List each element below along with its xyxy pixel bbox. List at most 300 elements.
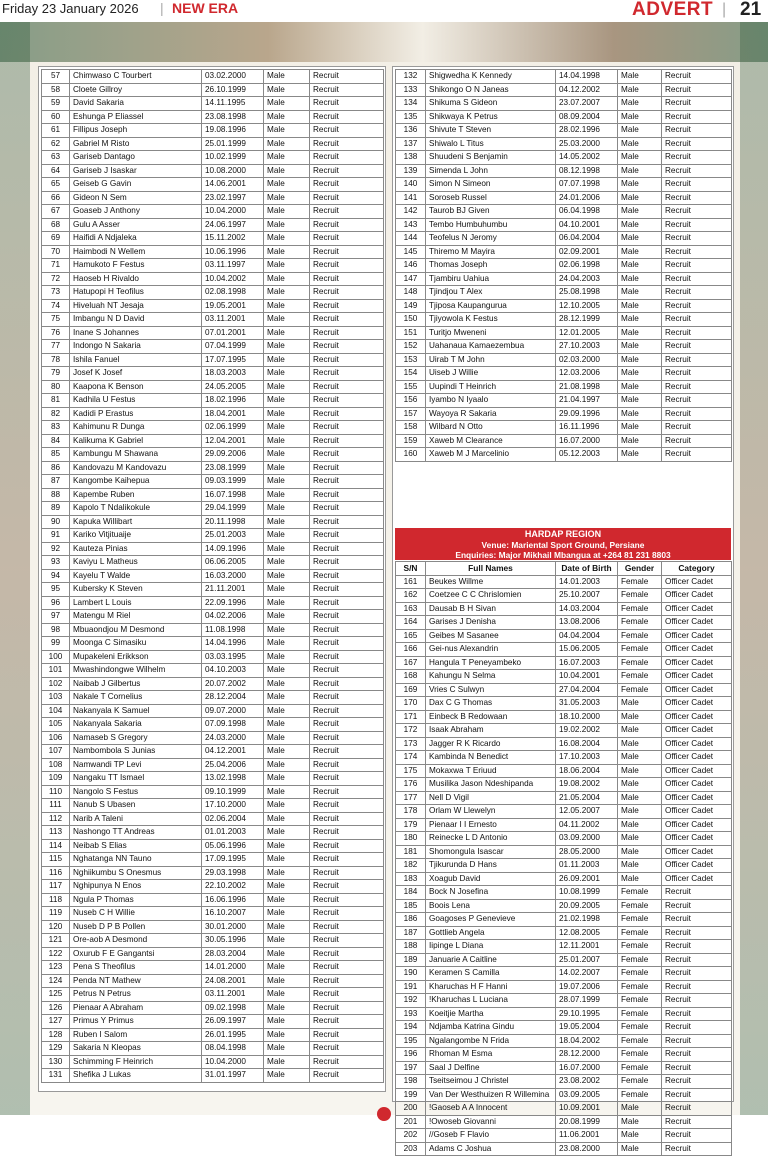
row-date-of-birth: 20.11.1998 (202, 515, 264, 529)
row-sn: 170 (396, 697, 426, 711)
row-category: Recruit (310, 1015, 384, 1029)
row-sn: 116 (42, 866, 70, 880)
table-row (42, 259, 384, 273)
row-sn: 191 (396, 980, 426, 994)
row-sn: 86 (42, 461, 70, 475)
row-full-name: Xaweb M Clearance (426, 434, 556, 448)
row-full-name: Ore-aob A Desmond (70, 934, 202, 948)
table-row (42, 124, 384, 138)
row-gender: Male (264, 124, 310, 138)
row-date-of-birth: 08.12.1998 (556, 164, 618, 178)
row-category: Recruit (662, 1075, 732, 1089)
row-sn: 98 (42, 623, 70, 637)
row-date-of-birth: 16.03.2000 (202, 569, 264, 583)
row-gender: Male (618, 353, 662, 367)
row-date-of-birth: 28.05.2000 (556, 845, 618, 859)
row-category: Recruit (310, 205, 384, 219)
row-category: Recruit (662, 1115, 732, 1129)
row-category: Recruit (310, 110, 384, 124)
row-sn: 93 (42, 556, 70, 570)
row-date-of-birth: 03.11.2001 (202, 988, 264, 1002)
table-row (396, 340, 732, 354)
recruit-table-right-bottom (395, 561, 732, 1156)
row-sn: 109 (42, 772, 70, 786)
row-full-name: Primus Y Primus (70, 1015, 202, 1029)
table-row (42, 245, 384, 259)
row-category: Recruit (662, 1088, 732, 1102)
row-category: Recruit (662, 232, 732, 246)
row-date-of-birth: 24.08.2001 (202, 974, 264, 988)
row-category: Recruit (662, 380, 732, 394)
row-sn: 167 (396, 656, 426, 670)
row-gender: Male (264, 920, 310, 934)
row-full-name: Matengu M Riel (70, 610, 202, 624)
row-date-of-birth: 26.10.1999 (202, 83, 264, 97)
row-full-name: Jagger R K Ricardo (426, 737, 556, 751)
table-row (396, 1142, 732, 1156)
row-gender: Female (618, 1075, 662, 1089)
row-category: Recruit (310, 515, 384, 529)
row-sn: 159 (396, 434, 426, 448)
row-sn: 177 (396, 791, 426, 805)
row-category: Officer Cadet (662, 575, 732, 589)
row-sn: 107 (42, 745, 70, 759)
row-full-name: Kariko Vitjituaije (70, 529, 202, 543)
row-sn: 123 (42, 961, 70, 975)
row-date-of-birth: 02.06.1999 (202, 421, 264, 435)
row-sn: 152 (396, 340, 426, 354)
row-date-of-birth: 16.08.2004 (556, 737, 618, 751)
row-sn: 128 (42, 1028, 70, 1042)
row-date-of-birth: 06.06.2005 (202, 556, 264, 570)
row-full-name: Chimwaso C Tourbert (70, 70, 202, 84)
row-category: Recruit (310, 677, 384, 691)
row-date-of-birth: 26.09.1997 (202, 1015, 264, 1029)
row-date-of-birth: 29.04.1999 (202, 502, 264, 516)
row-date-of-birth: 31.05.2003 (556, 697, 618, 711)
row-date-of-birth: 10.02.1999 (202, 151, 264, 165)
row-gender: Female (618, 980, 662, 994)
row-gender: Male (264, 880, 310, 894)
row-date-of-birth: 21.11.2001 (202, 583, 264, 597)
column-header-gender: Gender (618, 562, 662, 576)
row-full-name: Kaviyu L Matheus (70, 556, 202, 570)
row-category: Recruit (662, 151, 732, 165)
decorative-border-right (740, 22, 768, 1115)
row-sn: 91 (42, 529, 70, 543)
table-row (396, 616, 732, 630)
row-full-name: Wayoya R Sakaria (426, 407, 556, 421)
row-sn: 74 (42, 299, 70, 313)
table-row (42, 434, 384, 448)
row-date-of-birth: 04.12.2002 (556, 83, 618, 97)
row-full-name: Kubersky K Steven (70, 583, 202, 597)
row-full-name: Pienaar A Abraham (70, 1001, 202, 1015)
table-row (396, 1102, 732, 1116)
row-gender: Female (618, 994, 662, 1008)
row-gender: Male (264, 839, 310, 853)
row-date-of-birth: 19.08.1996 (202, 124, 264, 138)
row-date-of-birth: 24.01.2006 (556, 191, 618, 205)
row-gender: Male (618, 286, 662, 300)
row-gender: Male (264, 178, 310, 192)
table-row (42, 920, 384, 934)
row-gender: Male (618, 340, 662, 354)
table-row (396, 394, 732, 408)
row-sn: 198 (396, 1075, 426, 1089)
row-date-of-birth: 14.06.2001 (202, 178, 264, 192)
row-full-name: Nakale T Cornelius (70, 691, 202, 705)
row-date-of-birth: 10.06.1996 (202, 245, 264, 259)
row-category: Recruit (662, 994, 732, 1008)
row-gender: Male (264, 151, 310, 165)
table-row (42, 1001, 384, 1015)
row-sn: 61 (42, 124, 70, 138)
row-category: Officer Cadet (662, 859, 732, 873)
row-gender: Female (618, 1088, 662, 1102)
row-date-of-birth: 09.03.1999 (202, 475, 264, 489)
row-full-name: Beukes Willme (426, 575, 556, 589)
row-date-of-birth: 02.06.2004 (202, 812, 264, 826)
table-row (42, 542, 384, 556)
column-header-sn: S/N (396, 562, 426, 576)
row-category: Recruit (662, 1102, 732, 1116)
row-category: Recruit (310, 718, 384, 732)
table-row (42, 650, 384, 664)
row-full-name: Tjiposa Kaupangurua (426, 299, 556, 313)
row-category: Recruit (310, 232, 384, 246)
row-sn: 166 (396, 643, 426, 657)
row-sn: 154 (396, 367, 426, 381)
row-gender: Male (264, 110, 310, 124)
row-full-name: Turitjo Mweneni (426, 326, 556, 340)
table-row (42, 97, 384, 111)
row-gender: Male (264, 191, 310, 205)
row-full-name: Kapolo T Ndalikokule (70, 502, 202, 516)
row-category: Recruit (662, 353, 732, 367)
row-sn: 73 (42, 286, 70, 300)
row-gender: Male (618, 205, 662, 219)
row-date-of-birth: 30.05.1996 (202, 934, 264, 948)
row-sn: 125 (42, 988, 70, 1002)
row-category: Recruit (662, 245, 732, 259)
row-full-name: Iyambo N Iyaalo (426, 394, 556, 408)
row-sn: 79 (42, 367, 70, 381)
table-row (42, 407, 384, 421)
row-category: Recruit (310, 731, 384, 745)
table-row (42, 556, 384, 570)
row-category: Recruit (662, 407, 732, 421)
row-date-of-birth: 16.07.2003 (556, 656, 618, 670)
right-list-panel (392, 66, 734, 1153)
row-full-name: Shomongula Isascar (426, 845, 556, 859)
row-date-of-birth: 24.04.2003 (556, 272, 618, 286)
table-row (396, 164, 732, 178)
row-full-name: Nghatanga NN Tauno (70, 853, 202, 867)
row-gender: Male (264, 218, 310, 232)
row-date-of-birth: 12.03.2006 (556, 367, 618, 381)
table-row (396, 1048, 732, 1062)
row-date-of-birth: 25.10.2007 (556, 589, 618, 603)
row-date-of-birth: 10.08.2000 (202, 164, 264, 178)
row-full-name: Ngula P Thomas (70, 893, 202, 907)
row-sn: 187 (396, 926, 426, 940)
row-sn: 114 (42, 839, 70, 853)
row-category: Officer Cadet (662, 764, 732, 778)
row-full-name: Kambungu M Shawana (70, 448, 202, 462)
table-row (42, 880, 384, 894)
table-row (396, 697, 732, 711)
row-sn: 174 (396, 751, 426, 765)
row-full-name: Shikwaya K Petrus (426, 110, 556, 124)
row-sn: 121 (42, 934, 70, 948)
row-sn: 188 (396, 940, 426, 954)
row-category: Recruit (310, 218, 384, 232)
row-full-name: Ngalangombe N Frida (426, 1034, 556, 1048)
row-sn: 136 (396, 124, 426, 138)
row-sn: 88 (42, 488, 70, 502)
row-full-name: Gideon N Sem (70, 191, 202, 205)
row-full-name: Xoagub David (426, 872, 556, 886)
table-row (42, 367, 384, 381)
row-date-of-birth: 19.05.2004 (556, 1021, 618, 1035)
table-row (42, 974, 384, 988)
table-row (42, 286, 384, 300)
row-category: Recruit (310, 623, 384, 637)
row-category: Officer Cadet (662, 845, 732, 859)
table-row (42, 988, 384, 1002)
row-date-of-birth: 23.08.1998 (202, 110, 264, 124)
table-row (396, 380, 732, 394)
row-gender: Male (618, 764, 662, 778)
row-full-name: Taurob BJ Given (426, 205, 556, 219)
row-sn: 162 (396, 589, 426, 603)
row-gender: Male (264, 380, 310, 394)
row-gender: Male (264, 623, 310, 637)
row-gender: Male (264, 299, 310, 313)
row-full-name: Simenda L John (426, 164, 556, 178)
table-row (396, 313, 732, 327)
row-full-name: Thiremo M Mayira (426, 245, 556, 259)
table-row (42, 340, 384, 354)
row-date-of-birth: 18.04.2002 (556, 1034, 618, 1048)
row-category: Recruit (662, 286, 732, 300)
row-full-name: Gariseb Dantago (70, 151, 202, 165)
row-full-name: !Gaoseb A A Innocent (426, 1102, 556, 1116)
row-date-of-birth: 07.07.1998 (556, 178, 618, 192)
row-full-name: Penda NT Mathew (70, 974, 202, 988)
row-date-of-birth: 04.11.2002 (556, 818, 618, 832)
row-full-name: Kapembe Ruben (70, 488, 202, 502)
row-date-of-birth: 23.07.2007 (556, 97, 618, 111)
row-category: Recruit (662, 313, 732, 327)
row-gender: Female (618, 670, 662, 684)
row-date-of-birth: 21.02.1998 (556, 913, 618, 927)
row-full-name: Isaak Abraham (426, 724, 556, 738)
row-date-of-birth: 18.03.2003 (202, 367, 264, 381)
row-category: Recruit (310, 299, 384, 313)
row-date-of-birth: 04.04.2004 (556, 629, 618, 643)
row-category: Officer Cadet (662, 710, 732, 724)
row-sn: 82 (42, 407, 70, 421)
row-date-of-birth: 03.02.2000 (202, 70, 264, 84)
row-full-name: Nuseb D P B Pollen (70, 920, 202, 934)
table-row (396, 178, 732, 192)
row-sn: 84 (42, 434, 70, 448)
row-gender: Male (264, 650, 310, 664)
row-category: Recruit (310, 569, 384, 583)
row-full-name: Xaweb M J Marcelinio (426, 448, 556, 462)
table-row (42, 677, 384, 691)
row-full-name: Pienaar I I Ernesto (426, 818, 556, 832)
table-row (42, 218, 384, 232)
row-gender: Male (264, 758, 310, 772)
row-gender: Male (618, 178, 662, 192)
row-category: Recruit (310, 772, 384, 786)
row-category: Recruit (662, 83, 732, 97)
row-gender: Male (264, 556, 310, 570)
row-category: Recruit (310, 988, 384, 1002)
row-date-of-birth: 20.09.2005 (556, 899, 618, 913)
row-category: Recruit (310, 691, 384, 705)
row-category: Recruit (310, 637, 384, 651)
row-sn: 117 (42, 880, 70, 894)
table-row (42, 475, 384, 489)
row-gender: Male (618, 859, 662, 873)
row-sn: 195 (396, 1034, 426, 1048)
row-category: Recruit (310, 610, 384, 624)
row-date-of-birth: 10.04.2000 (202, 205, 264, 219)
row-full-name: Tembo Humbuhumbu (426, 218, 556, 232)
row-gender: Female (618, 589, 662, 603)
table-row (42, 785, 384, 799)
row-full-name: Nghipunya N Enos (70, 880, 202, 894)
row-gender: Male (618, 232, 662, 246)
row-category: Recruit (662, 124, 732, 138)
row-category: Recruit (310, 650, 384, 664)
row-full-name: Imbangu N D David (70, 313, 202, 327)
row-full-name: Mwashindongwe Wilhelm (70, 664, 202, 678)
row-sn: 193 (396, 1007, 426, 1021)
row-sn: 102 (42, 677, 70, 691)
row-gender: Female (618, 683, 662, 697)
table-row (42, 799, 384, 813)
row-category: Recruit (310, 178, 384, 192)
row-date-of-birth: 09.10.1999 (202, 785, 264, 799)
region-enquiries: Enquiries: Major Mikhail Mbangua at +264 81 231 8803 (455, 550, 671, 560)
row-sn: 168 (396, 670, 426, 684)
row-sn: 157 (396, 407, 426, 421)
row-sn: 65 (42, 178, 70, 192)
row-sn: 85 (42, 448, 70, 462)
row-full-name: Haifidi A Ndjaleka (70, 232, 202, 246)
row-category: Recruit (310, 340, 384, 354)
row-category: Recruit (310, 596, 384, 610)
row-full-name: Nell D Vigil (426, 791, 556, 805)
row-date-of-birth: 19.08.2002 (556, 778, 618, 792)
table-row (42, 583, 384, 597)
row-gender: Male (618, 710, 662, 724)
row-full-name: Mbuaondjou M Desmond (70, 623, 202, 637)
row-full-name: Iipinge L Diana (426, 940, 556, 954)
row-full-name: Kangombe Kaihepua (70, 475, 202, 489)
row-category: Recruit (310, 97, 384, 111)
table-row (396, 994, 732, 1008)
row-category: Recruit (310, 961, 384, 975)
row-full-name: Simon N Simeon (426, 178, 556, 192)
table-row (42, 326, 384, 340)
row-category: Recruit (310, 893, 384, 907)
row-gender: Male (264, 974, 310, 988)
row-sn: 171 (396, 710, 426, 724)
row-category: Recruit (662, 394, 732, 408)
row-category: Recruit (662, 953, 732, 967)
row-category: Recruit (310, 1028, 384, 1042)
row-gender: Male (264, 97, 310, 111)
row-gender: Male (264, 569, 310, 583)
row-date-of-birth: 22.10.2002 (202, 880, 264, 894)
row-sn: 105 (42, 718, 70, 732)
row-category: Recruit (662, 448, 732, 462)
row-sn: 119 (42, 907, 70, 921)
row-date-of-birth: 02.03.2000 (556, 353, 618, 367)
row-sn: 151 (396, 326, 426, 340)
table-row (396, 980, 732, 994)
table-row (396, 326, 732, 340)
table-row (396, 259, 732, 273)
row-gender: Male (618, 137, 662, 151)
row-sn: 135 (396, 110, 426, 124)
table-row (396, 751, 732, 765)
table-row (42, 1055, 384, 1069)
row-category: Recruit (310, 272, 384, 286)
table-row (42, 758, 384, 772)
row-category: Recruit (310, 488, 384, 502)
row-gender: Male (264, 475, 310, 489)
row-full-name: Kahimunu R Dunga (70, 421, 202, 435)
row-category: Recruit (662, 299, 732, 313)
row-date-of-birth: 27.04.2004 (556, 683, 618, 697)
row-full-name: Coetzee C C Chrislomien (426, 589, 556, 603)
row-category: Officer Cadet (662, 589, 732, 603)
row-full-name: Shefika J Lukas (70, 1069, 202, 1083)
table-row (396, 629, 732, 643)
row-gender: Male (264, 353, 310, 367)
table-row (42, 947, 384, 961)
table-row (42, 380, 384, 394)
row-full-name: Musilika Jason Ndeshipanda (426, 778, 556, 792)
row-gender: Female (618, 656, 662, 670)
row-date-of-birth: 04.10.2001 (556, 218, 618, 232)
row-date-of-birth: 24.03.2000 (202, 731, 264, 745)
table-row (396, 953, 732, 967)
row-gender: Male (618, 434, 662, 448)
row-full-name: Ndjamba Katrina Gindu (426, 1021, 556, 1035)
row-date-of-birth: 10.04.2000 (202, 1055, 264, 1069)
row-sn: 120 (42, 920, 70, 934)
row-category: Recruit (310, 583, 384, 597)
row-date-of-birth: 17.10.2003 (556, 751, 618, 765)
row-category: Recruit (310, 529, 384, 543)
row-category: Recruit (310, 407, 384, 421)
row-category: Recruit (310, 866, 384, 880)
table-row (396, 886, 732, 900)
table-row (42, 704, 384, 718)
row-category: Recruit (310, 164, 384, 178)
row-category: Officer Cadet (662, 629, 732, 643)
row-sn: 112 (42, 812, 70, 826)
row-date-of-birth: 18.02.1996 (202, 394, 264, 408)
